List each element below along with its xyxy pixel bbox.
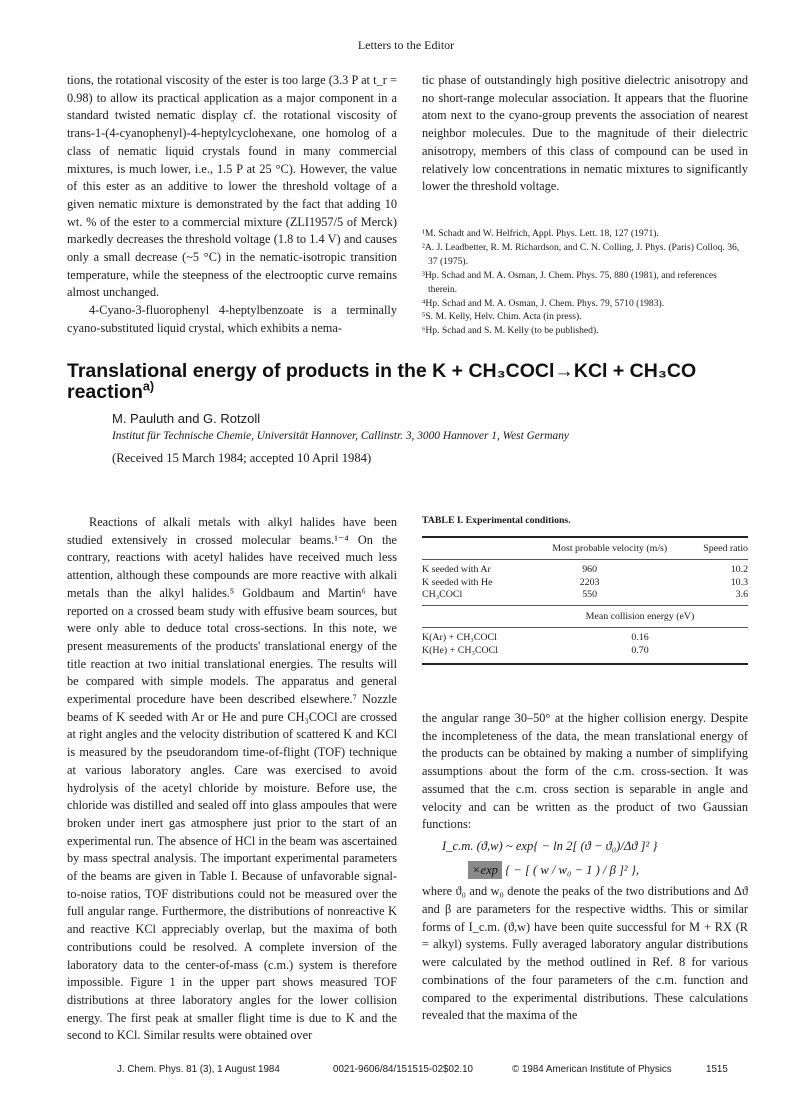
article-left-column — [67, 514, 397, 1045]
footer-journal: J. Chem. Phys. 81 (3), 1 August 1984 — [117, 1064, 280, 1075]
table-cell: 2203 — [579, 576, 600, 588]
table-cell — [422, 610, 532, 623]
article-authors: M. Pauluth and G. Rotzoll — [112, 411, 261, 426]
article-title — [67, 361, 747, 403]
equation-highlight: ×exp — [468, 861, 502, 879]
table-cell: K(Ar) + CH₃COCl — [422, 632, 497, 644]
article-title-text: Translational energy of products in the K + CH₃COCl→KCl + CH₃CO reaction — [67, 360, 697, 403]
table-header-rule — [422, 559, 748, 560]
prev-left-paragraph-1: tions, the rotational viscosity of the ester is too large (3.3 P at t_r = 0.98) to allow its practical application as a major component in a standard twisted nematic display cf. the rotational viscosity of trans-1-(4-cyanophenyl)-4-heptylcyclohexane, one homolog of a class of nematic liquid crystals found in many commercial mixtures, is much lower, i.e., 1.5 P at 25 °C). However, the value of this ester as an additive to lower the threshold voltage of a given nematic mixture is demonstrated by the fact that adding 10 wt. % of the ester to a commercial mixture (ZLI1957/5 of Merck) markedly decreases the threshold voltage (1.8 to 1.4 V) and causes only a small decrease (~5 °C) in the nematic-isotropic transition temperature, while the steepness of the electrooptic curve remains almost unchanged. — [67, 73, 397, 300]
table-cell: 960 — [582, 564, 597, 576]
title-footnote-mark: a) — [142, 379, 155, 394]
table-cell: CH₃COCl — [422, 589, 463, 601]
footer-page-number: 1515 — [706, 1064, 728, 1075]
prev-letter-right-column — [422, 72, 748, 196]
table-cell: K seeded with He — [422, 576, 493, 588]
reference-item: ²A. J. Leadbetter, R. M. Richardson, and C. N. Colling, J. Phys. (Paris) Colloq. 36, 37 (1975). — [422, 241, 740, 267]
equation-line-2 — [468, 862, 748, 880]
table-subheader-rule — [422, 627, 748, 628]
table-caption: TABLE I. Experimental conditions. — [422, 515, 571, 526]
reference-item: ¹M. Schadt and W. Helfrich, Appl. Phys. Lett. 18, 127 (1971). — [422, 228, 659, 239]
prev-letter-left-column — [67, 72, 397, 338]
article-affiliation: Institut für Technische Chemie, Universität Hannover, Callinstr. 3, 3000 Hannover 1, West Germany — [112, 430, 569, 442]
reference-item: ⁴Hp. Schad and M. A. Osman, J. Chem. Phys. 79, 5710 (1983). — [422, 297, 665, 309]
reference-item: ⁶Hp. Schad and S. M. Kelly (to be published). — [422, 325, 599, 337]
footer-copyright: © 1984 American Institute of Physics — [512, 1064, 672, 1075]
table-top-rule — [422, 536, 748, 538]
table-subheader-cell: Mean collision energy (eV) — [585, 610, 695, 622]
equation-line-1: I_c.m. (ϑ,w) ~ exp{ − ln 2[ (ϑ − ϑ₀)/Δϑ ]² } — [442, 838, 658, 853]
article-body-left: Reactions of alkali metals with alkyl halides have been studied extensively in crossed molecular beams.¹⁻⁴ On the contrary, reactions with acetyl halides have received much less attention, although these compounds are more reactive with alkali metals than the alkyl halides.⁵ Goldbaum and Martin⁶ have reported on a crossed beam study with effusive beam sources, but were only able to deduce total cross-sections. In this note, we present measurements of the products' translational energy of the title reaction at two initial translational energies. The results will be compared with simple models. The apparatus and general experimental procedure have been described elsewhere.⁷ Nozzle beams of K seeded with Ar or He and pure CH₃COCl are crossed at right angles and the velocity distribution of scattered K and KCl is measured by the pseudorandom time-of-flight (TOF) technique at various laboratory angles. Care was exercised to avoid hydrolysis of the acetyl chloride by moisture. Before use, the chloride was distilled and sealed off into glass ampoules that were broken under inert gas atmosphere just prior to the start of an experimental run. The absence of HCl in the beam was ascertained by mass spectral analysis. The important experimental parameters of the beams are given in Table I. Because of unfavorable signal-to-noise ratios, TOF distributions could not be measured over the full angular range. Furthermore, the distributions of nonreactive K and reactive KCl appreciably overlap, but the maxima of both contributions could be resolved. A complete inversion of the laboratory data to the center-of-mass (c.m.) system is therefore impossible. Figure 1 in the upper part shows measured TOF distributions at three laboratory angles for the lower collision energy. The first peak at smaller flight time is due to K and the second to KCl. Similar results were obtained over — [67, 515, 397, 1043]
table-cell: 550 — [582, 589, 597, 601]
reference-item: ³Hp. Schad and M. A. Osman, J. Chem. Phys. 75, 880 (1981), and references therein. — [422, 269, 717, 295]
experimental-conditions-table — [422, 536, 748, 665]
table-header-cell: Speed ratio — [703, 542, 748, 554]
table-header-cell: Most probable velocity (m/s) — [552, 542, 668, 554]
table-row — [422, 576, 748, 589]
table-cell: 10.3 — [730, 576, 748, 588]
equation-line-2-rest: { − [ ( w / w₀ − 1 ) / β ]² }, — [505, 862, 639, 877]
running-head: Letters to the Editor — [357, 38, 455, 52]
table-cell: 3.6 — [735, 589, 748, 601]
table-bottom-rule — [422, 663, 748, 665]
reference-list — [422, 227, 748, 338]
table-row — [422, 644, 748, 657]
prev-right-paragraph: tic phase of outstandingly high positive dielectric anisotropy and no short-range molecular association. It appears that the fluorine atom next to the cyano-group prevents the association of nearest neighbor molecules. Due to the magnitude of their dielectric anisotropy, members of this class of compound can be used in relatively low concentrations in nematic mixtures to significantly lower the threshold voltage. — [422, 73, 748, 194]
table-header-cell — [422, 542, 532, 555]
article-body-right-2: where ϑ₀ and w₀ denote the peaks of the two distributions and Δϑ and β are parameters for the respective widths. This or similar forms of I_c.m. (ϑ,w) have been quite successful for M + RX (R = alkyl) systems. Fully averaged laboratory angular distributions were calculated by the method outlined in Ref. 8 for various combinations of the four parameters of the c.m. function and compared to the experimental distributions. These calculations revealed that the maxima of the — [422, 884, 748, 1023]
table-cell: K(He) + CH₃COCl — [422, 644, 498, 656]
table-cell: K seeded with Ar — [422, 564, 491, 576]
table-cell: 10.2 — [730, 564, 748, 576]
table-row — [422, 589, 748, 602]
table-row — [422, 564, 748, 577]
table-subheader-row — [422, 610, 748, 623]
article-right-column — [422, 710, 748, 1025]
table-mid-rule — [422, 605, 748, 606]
table-cell: 0.16 — [631, 632, 649, 644]
prev-left-paragraph-2: 4-Cyano-3-fluorophenyl 4-heptylbenzoate is a terminally cyano-substituted liquid crystal, which exhibits a nema- — [67, 303, 397, 335]
reference-item: ⁵S. M. Kelly, Helv. Chim. Acta (in press). — [422, 311, 582, 323]
article-body-right-1: the angular range 30–50° at the higher collision energy. Despite the incompleteness of the data, the mean translational energy of the products can be obtained by making a number of simplifying assumptions about the form of the c.m. cross-section. It was assumed that the c.m. cross section is separable in angle and velocity and can be written as the product of two Gaussian functions: — [422, 711, 748, 832]
article-received-dates: (Received 15 March 1984; accepted 10 April 1984) — [112, 451, 372, 465]
table-row — [422, 632, 748, 645]
footer-code: 0021-9606/84/151515-02$02.10 — [333, 1064, 474, 1075]
table-header-row — [422, 542, 748, 555]
table-cell: 0.70 — [631, 644, 649, 656]
